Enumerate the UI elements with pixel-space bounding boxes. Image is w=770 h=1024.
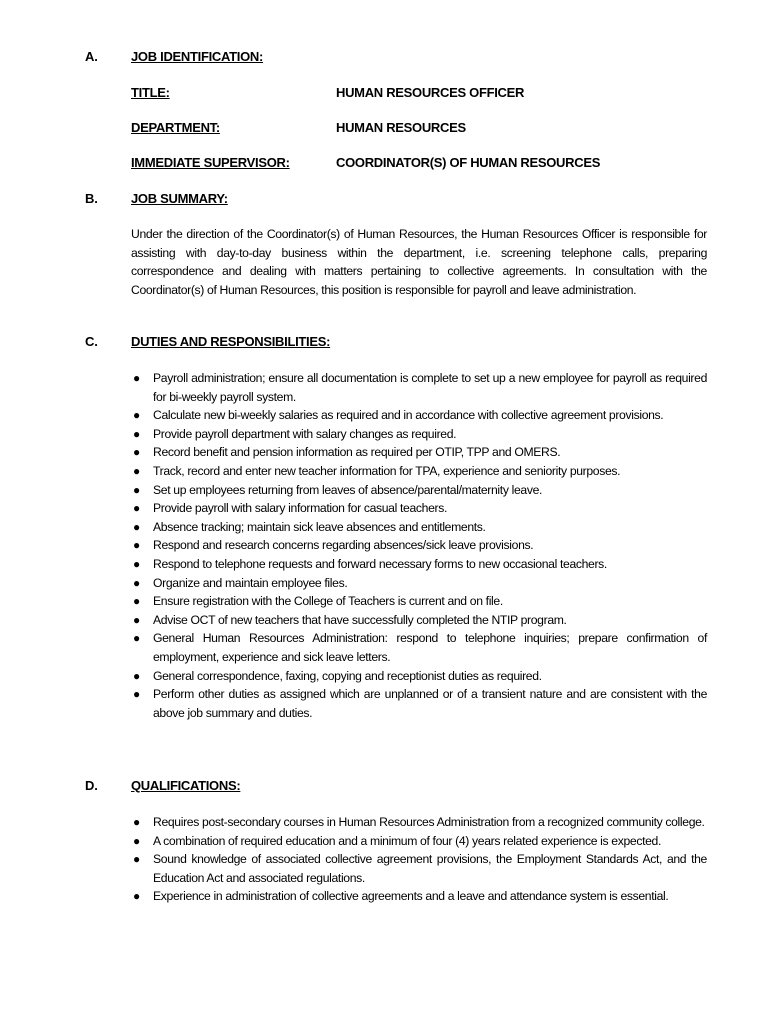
bullet-icon: ● [133,556,140,571]
section-a-title: JOB IDENTIFICATION: [131,49,263,64]
bullet-icon: ● [133,575,140,590]
list-item: ● General correspondence, faxing, copying and receptionist duties as required. [131,667,707,686]
bullet-icon: ● [133,687,140,702]
supervisor-label: IMMEDIATE SUPERVISOR: [131,155,290,170]
title-label: TITLE: [131,85,170,100]
title-value: HUMAN RESOURCES OFFICER [336,85,525,100]
list-item: ● Requires post-secondary courses in Human Resources Administration from a recognized community college. [131,813,707,832]
section-d-title: QUALIFICATIONS: [131,778,241,793]
list-item: ● Sound knowledge of associated collective agreement provisions, the Employment Standards Act, and the Education Act and associated regulations. [133,852,707,885]
list-item: ● Absence tracking; maintain sick leave absences and entitlements. [131,518,707,537]
bullet-icon: ● [133,463,140,478]
list-item: ● Advise OCT of new teachers that have successfully completed the NTIP program. [131,611,707,630]
section-b-letter: B. [85,191,98,206]
list-item: ● A combination of required education and a minimum of four (4) years related experience is expected. [131,832,707,851]
bullet-icon: ● [133,612,140,627]
section-d-letter: D. [85,778,98,793]
bullet-icon: ● [133,594,140,609]
supervisor-value: COORDINATOR(S) OF HUMAN RESOURCES [336,155,601,170]
bullet-icon: ● [133,668,140,683]
qualifications-list [131,813,707,906]
list-item: ● Provide payroll department with salary changes as required. [131,425,707,444]
duties-list [131,369,707,722]
list-item: ● Set up employees returning from leaves of absence/parental/maternity leave. [131,481,707,500]
list-item: ● Calculate new bi-weekly salaries as required and in accordance with collective agreement provisions. [131,406,707,425]
list-item: ● Respond to telephone requests and forward necessary forms to new occasional teachers. [131,555,707,574]
bullet-icon: ● [133,815,140,829]
list-item: ● Ensure registration with the College of Teachers is current and on file. [131,592,707,611]
bullet-icon: ● [133,833,140,848]
bullet-icon: ● [133,371,140,385]
bullet-icon: ● [133,408,140,423]
department-value: HUMAN RESOURCES [336,120,466,135]
department-label: DEPARTMENT: [131,120,220,135]
bullet-icon: ● [133,538,140,553]
bullet-icon: ● [133,426,140,441]
list-item: ● Provide payroll with salary information for casual teachers. [131,499,707,518]
section-c-letter: C. [85,334,98,349]
section-a-letter: A. [85,49,98,64]
list-item: ● Record benefit and pension information as required per OTIP, TPP and OMERS. [131,443,707,462]
list-item: ● Respond and research concerns regarding absences/sick leave provisions. [131,536,707,555]
list-item: ● Experience in administration of collective agreements and a leave and attendance system is essential. [131,887,707,906]
bullet-icon: ● [133,501,140,516]
list-item: ● Track, record and enter new teacher information for TPA, experience and seniority purposes. [131,462,707,481]
section-c-title: DUTIES AND RESPONSIBILITIES: [131,334,331,349]
bullet-icon: ● [133,852,140,867]
section-b-title: JOB SUMMARY: [131,191,228,206]
bullet-icon: ● [133,889,140,904]
list-item: ● Organize and maintain employee files. [131,574,707,593]
bullet-icon: ● [133,445,140,460]
job-summary-paragraph: Under the direction of the Coordinator(s) of Human Resources, the Human Resources Officer is responsible for assisting with day-to-day business within the department, i.e. screening telephone calls, preparing correspondence and dealing with matters pertaining to collective agreements. In consultation with the Coordinator(s) of Human Resources, this position is responsible for payroll and leave administration. [131,227,707,297]
bullet-icon: ● [133,482,140,497]
list-item: ● Payroll administration; ensure all documentation is complete to set up a new employee for payroll as required for bi-weekly payroll system. [133,371,707,404]
list-item: ● Perform other duties as assigned which are unplanned or of a transient nature and are consistent with the above job summary and duties. [133,687,707,720]
bullet-icon: ● [133,519,140,534]
bullet-icon: ● [133,631,140,646]
list-item: ● General Human Resources Administration: respond to telephone inquiries; prepare confirmation of employment, experience and sick leave letters. [133,631,707,664]
